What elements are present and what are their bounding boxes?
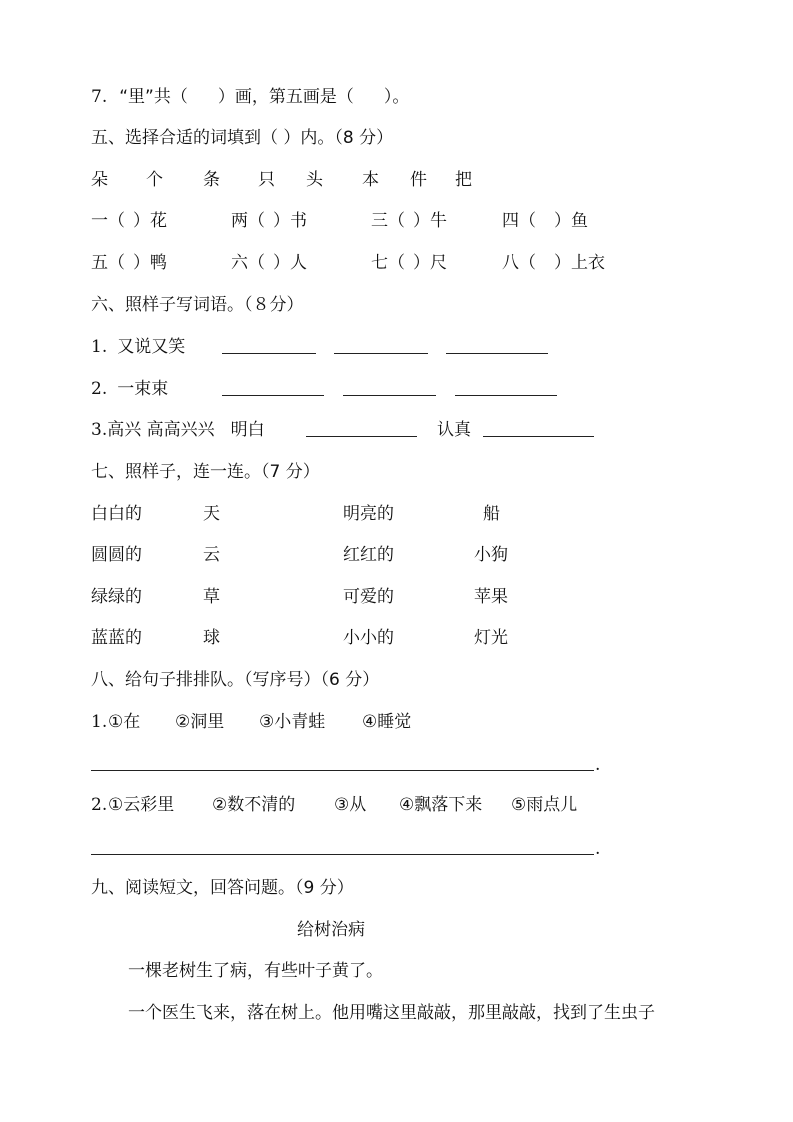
section-6-item-2: 2. 一束束 <box>91 379 169 399</box>
fill-item: 三（ ）牛 <box>371 211 447 231</box>
match-col1-item: 白白的 <box>91 504 142 524</box>
word-bank-item: 本 <box>362 170 379 190</box>
fill-item: 八（ ）上衣 <box>502 253 605 273</box>
question-7-text-2: ）画，第五画是（ <box>217 87 354 107</box>
sentence-part: ③从 <box>334 795 367 815</box>
answer-line[interactable] <box>91 854 594 855</box>
fill-item: 六（ ）人 <box>231 253 307 273</box>
answer-blank[interactable] <box>334 353 428 354</box>
sentence-part: ④睡觉 <box>362 712 412 732</box>
passage-paragraph-1: 一棵老树生了病，有些叶子黄了。 <box>128 961 383 981</box>
match-col1-item: 圆圆的 <box>91 545 142 565</box>
sentence-part: ⑤雨点儿 <box>511 795 578 815</box>
word-bank-item: 件 <box>410 170 427 190</box>
word-bank-item: 只 <box>258 170 275 190</box>
section-6-item-3: 3.高兴 高高兴兴 明白 <box>91 420 265 440</box>
match-col2-item: 天 <box>203 504 220 524</box>
answer-line-end: . <box>595 839 601 859</box>
fill-item: 七（ ）尺 <box>371 253 447 273</box>
answer-line[interactable] <box>91 770 594 771</box>
question-7 <box>91 86 409 108</box>
section-9-heading: 九、阅读短文，回答问题。（9 分） <box>91 878 354 898</box>
match-col3-item: 红红的 <box>343 545 394 565</box>
section-8-heading: 八、给句子排排队。（写序号）（6 分） <box>91 670 380 690</box>
section-6-heading: 六、照样子写词语。（８分） <box>91 295 304 315</box>
match-col3-item: 小小的 <box>343 628 394 648</box>
answer-blank[interactable] <box>483 436 594 437</box>
passage-paragraph-2: 一个医生飞来，落在树上。他用嘴这里敲敲，那里敲敲，找到了生虫子 <box>128 1003 655 1023</box>
section-5-heading: 五、选择合适的词填到（ ）内。（8 分） <box>91 128 394 148</box>
match-col2-item: 云 <box>203 545 220 565</box>
word-bank-item: 个 <box>146 170 163 190</box>
sentence-part: ②数不清的 <box>212 795 296 815</box>
word-bank-item: 条 <box>203 170 220 190</box>
section-7-heading: 七、照样子，连一连。（7 分） <box>91 462 320 482</box>
sentence-part: ④飘落下来 <box>399 795 483 815</box>
section-6-item-3-word-2: 认真 <box>437 420 471 440</box>
answer-blank[interactable] <box>455 395 557 396</box>
fill-item: 四（ ）鱼 <box>502 211 588 231</box>
fill-item: 两（ ）书 <box>231 211 307 231</box>
answer-blank[interactable] <box>446 353 548 354</box>
word-bank-item: 朵 <box>91 170 108 190</box>
sentence-part: ①在 <box>108 712 141 732</box>
fill-item: 一（ ）花 <box>91 211 167 231</box>
answer-line-end: . <box>595 755 601 775</box>
match-col4-item: 苹果 <box>474 587 508 607</box>
match-col1-item: 绿绿的 <box>91 587 142 607</box>
fill-item: 五（ ）鸭 <box>91 253 167 273</box>
question-number: 1. <box>91 712 108 732</box>
question-7-text-3: ）。 <box>383 87 410 107</box>
match-col2-item: 球 <box>203 628 220 648</box>
answer-blank[interactable] <box>343 395 436 396</box>
sentence-part: ③小青蛙 <box>259 712 326 732</box>
question-7-number: 7. <box>91 87 108 107</box>
word-bank-item: 把 <box>455 170 472 190</box>
match-col4-item: 灯光 <box>474 628 508 648</box>
question-7-text-1: “里”共（ <box>119 87 188 107</box>
match-col3-item: 可爱的 <box>343 587 394 607</box>
word-bank-item: 头 <box>306 170 323 190</box>
question-number: 2. <box>91 795 108 815</box>
sentence-part: ②洞里 <box>175 712 225 732</box>
sentence-part: ①云彩里 <box>108 795 175 815</box>
match-col1-item: 蓝蓝的 <box>91 628 142 648</box>
match-col4-item: 船 <box>483 504 500 524</box>
match-col3-item: 明亮的 <box>343 504 394 524</box>
answer-blank[interactable] <box>306 436 417 437</box>
answer-blank[interactable] <box>222 353 316 354</box>
section-6-item-1: 1. 又说又笑 <box>91 337 186 357</box>
match-col2-item: 草 <box>203 587 220 607</box>
passage-title: 给树治病 <box>297 920 365 940</box>
answer-blank[interactable] <box>222 395 324 396</box>
match-col4-item: 小狗 <box>474 545 508 565</box>
